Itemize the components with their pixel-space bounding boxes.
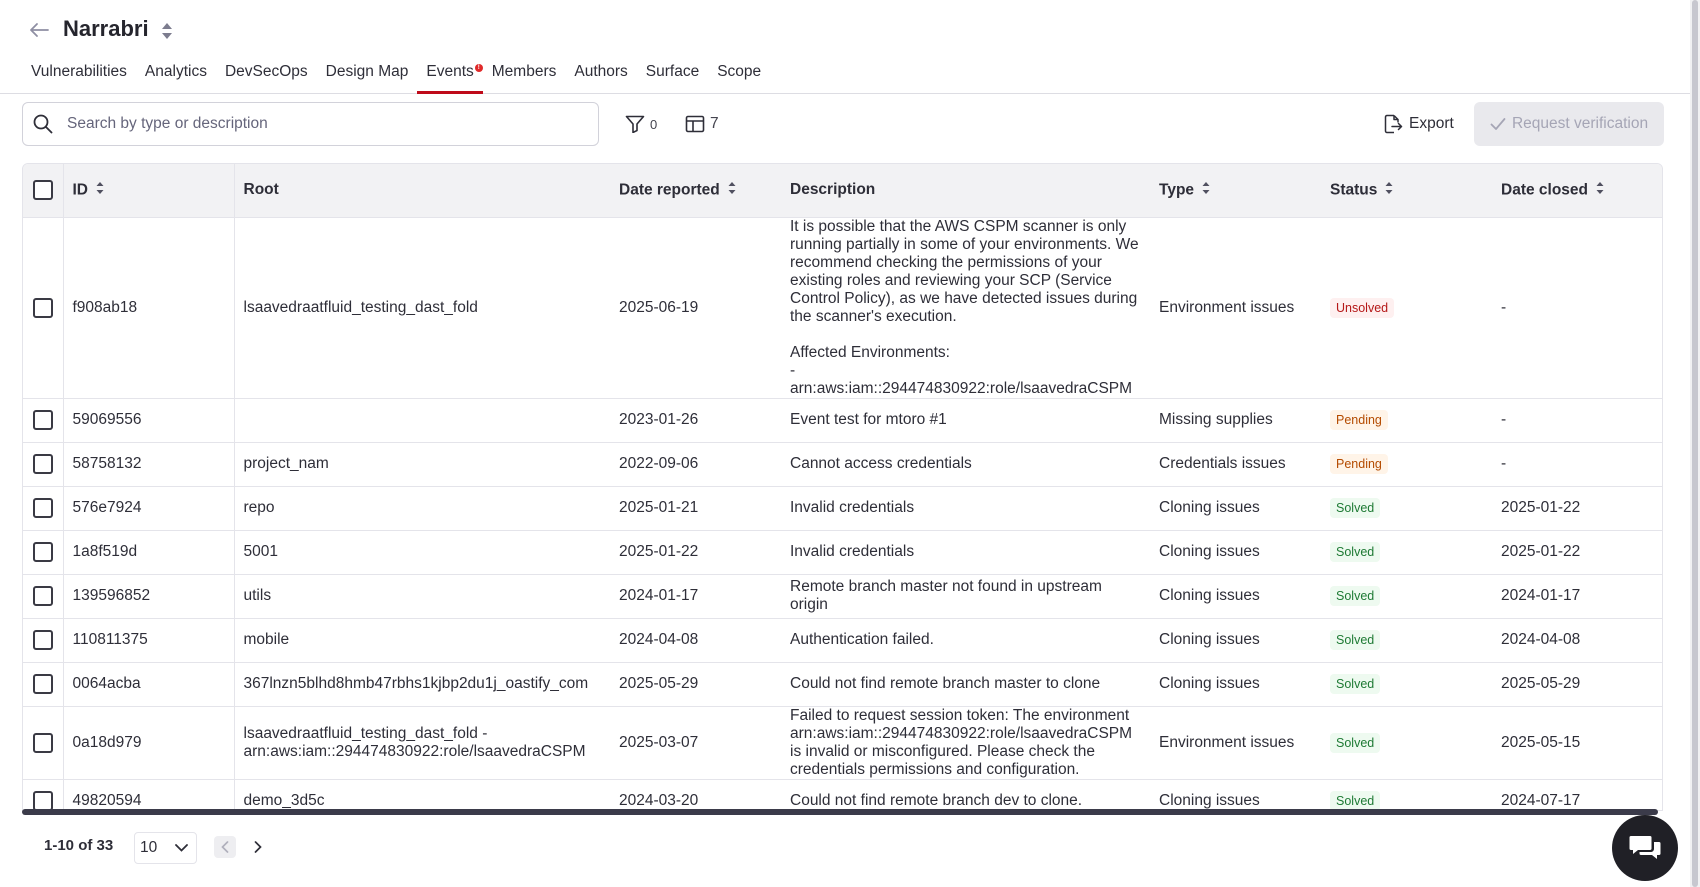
cell-root — [234, 398, 610, 442]
root-text: lsaavedraatfluid_testing_dast_fold — [243, 298, 478, 316]
row-select-cell — [23, 574, 63, 618]
tab-devsecops[interactable]: DevSecOps — [224, 63, 308, 80]
cell-id — [63, 530, 234, 574]
next-page-button[interactable] — [247, 836, 269, 858]
type-text: Credentials issues — [1159, 455, 1286, 472]
row-checkbox[interactable] — [33, 542, 53, 562]
cell-date-reported — [610, 618, 781, 662]
description-text: Failed to request session token: The environment arn:aws:iam::294474830922:role/lsaavedraCSPM is invalid or misconfigured. Please check the credentials permissions and configuration. — [790, 706, 1133, 778]
row-select-cell — [23, 442, 63, 486]
sort-icon[interactable] — [1202, 181, 1210, 200]
type-text: Cloning issues — [1159, 587, 1260, 604]
row-select-cell — [23, 530, 63, 574]
sort-icon[interactable] — [96, 181, 104, 200]
cell-type — [1150, 618, 1321, 662]
row-select-cell — [23, 618, 63, 662]
cell-status — [1321, 486, 1492, 530]
id-text: 0a18d979 — [72, 733, 142, 751]
row-select-cell — [23, 662, 63, 706]
row-checkbox[interactable] — [33, 410, 53, 430]
page-size-select[interactable] — [134, 832, 197, 864]
table-row[interactable] — [23, 662, 1663, 706]
date-closed-text: - — [1501, 411, 1507, 428]
pagination-range: 1-10 of 33 — [44, 837, 114, 854]
tab-vulnerabilities[interactable]: Vulnerabilities — [31, 63, 127, 80]
cell-description — [781, 398, 1150, 442]
cell-date-closed — [1492, 574, 1663, 618]
date-reported-text: 2025-06-19 — [619, 298, 699, 316]
chat-button[interactable] — [1612, 815, 1678, 881]
cell-date-reported — [610, 530, 781, 574]
type-text: Cloning issues — [1159, 675, 1260, 692]
date-closed-text: 2024-07-17 — [1501, 792, 1581, 810]
page-title: Narrabri — [63, 16, 149, 41]
date-reported-text: 2024-03-20 — [619, 792, 699, 810]
type-text: Cloning issues — [1159, 631, 1260, 648]
date-reported-text: 2024-01-17 — [619, 587, 699, 604]
description-text: Event test for mtoro #1 — [790, 411, 947, 428]
search-input[interactable] — [67, 115, 567, 133]
cell-date-closed — [1492, 706, 1663, 779]
cell-id — [63, 217, 234, 398]
id-text: 49820594 — [72, 792, 142, 810]
date-reported-text: 2024-04-08 — [619, 631, 699, 648]
tab-design-map[interactable]: Design Map — [325, 63, 409, 80]
cell-date-closed — [1492, 442, 1663, 486]
cell-status — [1321, 217, 1492, 398]
date-reported-text: 2025-01-21 — [619, 499, 699, 516]
status-badge: Solved — [1330, 791, 1380, 811]
description-text: It is possible that the AWS CSPM scanner is only running partially in some of your environments. We recommend checking the permissions of your existing roles and reviewing your SCP (Service Control Policy), as we have detected issues during the scanner's execution. Affected Environments: - arn:aws:iam::294474830922:role/lsaavedraCSPM — [790, 217, 1139, 397]
chevron-up-down-icon — [161, 22, 173, 40]
cell-description — [781, 779, 1150, 811]
description-text: Cannot access credentials — [790, 455, 972, 472]
vertical-scrollbar[interactable] — [1690, 0, 1700, 887]
description-text: Invalid credentials — [790, 499, 915, 516]
cell-type — [1150, 442, 1321, 486]
cell-description — [781, 662, 1150, 706]
root-text: project_nam — [243, 455, 329, 472]
status-badge: Solved — [1330, 498, 1380, 518]
id-text: 1a8f519d — [72, 543, 138, 560]
cell-id — [63, 706, 234, 779]
cell-date-reported — [610, 574, 781, 618]
cell-type — [1150, 530, 1321, 574]
status-badge: Pending — [1330, 454, 1388, 474]
cell-status — [1321, 574, 1492, 618]
description-text: Invalid credentials — [790, 543, 915, 560]
description-text: Authentication failed. — [790, 631, 934, 648]
filters-button[interactable] — [625, 112, 657, 136]
date-closed-text: 2024-01-17 — [1501, 587, 1581, 604]
cell-root — [234, 662, 610, 706]
cell-date-reported — [610, 662, 781, 706]
columns-icon — [685, 115, 705, 133]
row-select-cell — [23, 706, 63, 779]
previous-page-button[interactable] — [214, 836, 236, 858]
table-row[interactable] — [23, 486, 1663, 530]
cell-root — [234, 530, 610, 574]
status-badge: Solved — [1330, 733, 1380, 753]
cell-id — [63, 398, 234, 442]
table-header-row — [23, 164, 1663, 217]
cell-description — [781, 706, 1150, 779]
cell-id — [63, 779, 234, 811]
date-closed-text: 2025-05-29 — [1501, 675, 1581, 692]
events-table — [22, 163, 1663, 811]
cell-id — [63, 618, 234, 662]
cell-date-reported — [610, 398, 781, 442]
cell-id — [63, 486, 234, 530]
root-text: lsaavedraatfluid_testing_dast_fold - arn:aws:iam::294474830922:role/lsaavedraCSPM — [243, 724, 586, 760]
cell-status — [1321, 618, 1492, 662]
cell-date-closed — [1492, 398, 1663, 442]
cell-root — [234, 442, 610, 486]
cell-status — [1321, 662, 1492, 706]
tab-authors[interactable]: Authors — [574, 63, 628, 80]
description-text: Could not find remote branch master to clone — [790, 675, 1101, 692]
page-size-value: 10 — [140, 839, 158, 856]
export-button[interactable] — [1383, 112, 1454, 136]
row-checkbox[interactable] — [33, 298, 53, 318]
date-closed-text: 2025-05-15 — [1501, 733, 1581, 751]
select-all-cell — [23, 164, 63, 217]
root-text: repo — [243, 499, 275, 516]
cell-type — [1150, 574, 1321, 618]
cell-date-closed — [1492, 217, 1663, 398]
type-text: Cloning issues — [1159, 543, 1260, 560]
type-text: Environment issues — [1159, 733, 1295, 751]
cell-type — [1150, 398, 1321, 442]
date-closed-text: 2025-01-22 — [1501, 499, 1581, 516]
status-badge: Solved — [1330, 542, 1380, 562]
search-icon — [33, 114, 53, 134]
sort-icon[interactable] — [1596, 181, 1604, 200]
row-checkbox[interactable] — [33, 454, 53, 474]
table-row[interactable] — [23, 779, 1663, 811]
table-row[interactable] — [23, 574, 1663, 618]
check-icon — [1490, 117, 1506, 131]
request-verification-label: Request verification — [1511, 115, 1649, 132]
date-closed-text: 2024-04-08 — [1501, 631, 1581, 648]
date-reported-text: 2025-05-29 — [619, 675, 699, 692]
cell-date-closed — [1492, 779, 1663, 811]
cell-id — [63, 574, 234, 618]
cell-date-closed — [1492, 662, 1663, 706]
cell-id — [63, 442, 234, 486]
search-box — [22, 102, 599, 146]
root-text: 367lnzn5blhd8hmb47rbhs1kjbp2du1j_oastify_com — [243, 675, 589, 692]
cell-status — [1321, 779, 1492, 811]
table-row[interactable] — [23, 706, 1663, 779]
root-text: 5001 — [243, 543, 278, 560]
tab-analytics[interactable]: Analytics — [144, 63, 207, 80]
id-text: 0064acba — [72, 675, 141, 692]
chevron-left-icon — [221, 841, 229, 853]
id-text: 58758132 — [72, 455, 142, 472]
id-text: 59069556 — [72, 411, 142, 428]
cell-root — [234, 779, 610, 811]
select-all-checkbox[interactable] — [33, 180, 53, 200]
chevron-right-icon — [254, 841, 262, 853]
root-text: utils — [243, 587, 272, 604]
description-text: Remote branch master not found in upstream origin — [790, 578, 1102, 613]
status-badge: Pending — [1330, 410, 1388, 430]
id-text: 139596852 — [72, 587, 151, 604]
row-checkbox[interactable] — [33, 498, 53, 518]
id-text: 576e7924 — [72, 499, 142, 516]
type-text: Cloning issues — [1159, 499, 1260, 516]
cell-status — [1321, 706, 1492, 779]
cell-type — [1150, 706, 1321, 779]
page-header — [0, 0, 1690, 94]
filter-count: 0 — [650, 116, 658, 132]
description-text: Could not find remote branch dev to clone. — [790, 792, 1083, 810]
cell-date-reported — [610, 486, 781, 530]
date-reported-text: 2025-03-07 — [619, 733, 699, 751]
cell-root — [234, 217, 610, 398]
row-checkbox[interactable] — [33, 733, 53, 753]
cell-id — [63, 662, 234, 706]
chevron-down-icon — [175, 844, 188, 852]
cell-root — [234, 574, 610, 618]
tab-bar — [22, 58, 770, 94]
root-text: demo_3d5c — [243, 792, 325, 810]
cell-type — [1150, 779, 1321, 811]
id-text: f908ab18 — [72, 298, 138, 316]
type-text: Missing supplies — [1159, 411, 1273, 428]
status-badge: Unsolved — [1330, 298, 1394, 318]
cell-description — [781, 574, 1150, 618]
cell-root — [234, 706, 610, 779]
tab-members[interactable]: Members — [491, 63, 557, 80]
export-label: Export — [1409, 115, 1454, 132]
cell-description — [781, 217, 1150, 398]
sort-icon[interactable] — [1385, 181, 1393, 200]
scrollbar-thumb[interactable] — [1692, 0, 1698, 887]
cell-date-reported — [610, 217, 781, 398]
cell-status — [1321, 530, 1492, 574]
cell-date-closed — [1492, 486, 1663, 530]
row-checkbox[interactable] — [33, 674, 53, 694]
status-badge: Solved — [1330, 586, 1380, 606]
filter-icon — [625, 115, 645, 133]
date-reported-text: 2023-01-26 — [619, 411, 699, 428]
cell-date-closed — [1492, 618, 1663, 662]
cell-status — [1321, 442, 1492, 486]
tab-surface[interactable]: Surface — [645, 63, 700, 80]
cell-status — [1321, 398, 1492, 442]
cell-root — [234, 618, 610, 662]
cell-date-reported — [610, 706, 781, 779]
row-select-cell — [23, 217, 63, 398]
date-closed-text: - — [1501, 298, 1507, 316]
date-closed-text: - — [1501, 455, 1507, 472]
type-text: Cloning issues — [1159, 792, 1260, 810]
root-text: mobile — [243, 631, 290, 648]
row-checkbox[interactable] — [33, 630, 53, 650]
column-header-id[interactable]: ID — [63, 164, 234, 217]
id-text: 110811375 — [72, 631, 148, 648]
column-header-type[interactable]: Type — [1150, 164, 1321, 217]
notification-badge: ! — [475, 64, 483, 72]
tab-scope[interactable]: Scope — [717, 63, 762, 80]
date-reported-text: 2022-09-06 — [619, 455, 699, 472]
column-header-date-reported[interactable]: Date reported — [610, 164, 781, 217]
sort-icon[interactable] — [728, 181, 736, 200]
status-badge: Solved — [1330, 674, 1380, 694]
table-row[interactable] — [23, 217, 1663, 398]
table-row[interactable] — [23, 530, 1663, 574]
column-header-status[interactable]: Status — [1321, 164, 1492, 217]
horizontal-scrollbar[interactable] — [22, 809, 1658, 815]
status-badge: Solved — [1330, 630, 1380, 650]
row-select-cell — [23, 398, 63, 442]
columns-count: 7 — [710, 115, 719, 132]
row-checkbox[interactable] — [33, 586, 53, 606]
cell-root — [234, 486, 610, 530]
cell-description — [781, 442, 1150, 486]
type-text: Environment issues — [1159, 298, 1295, 316]
request-verification-button[interactable] — [1474, 102, 1664, 146]
column-header-description: Description — [790, 181, 876, 199]
row-select-cell — [23, 486, 63, 530]
cell-description — [781, 618, 1150, 662]
row-select-cell — [23, 779, 63, 811]
cell-description — [781, 486, 1150, 530]
tab-events[interactable]: Events ! — [417, 58, 482, 94]
column-header-date-closed[interactable]: Date closed — [1492, 164, 1663, 217]
chat-icon — [1628, 833, 1662, 863]
cell-description — [781, 530, 1150, 574]
table-row[interactable] — [23, 442, 1663, 486]
table-row[interactable] — [23, 618, 1663, 662]
columns-button[interactable] — [685, 112, 719, 136]
group-switcher[interactable] — [158, 20, 176, 42]
cell-date-reported — [610, 779, 781, 811]
column-header-root: Root — [234, 164, 610, 217]
cell-type — [1150, 662, 1321, 706]
cell-type — [1150, 217, 1321, 398]
back-button[interactable] — [27, 18, 51, 42]
arrow-left-icon — [29, 22, 49, 38]
cell-type — [1150, 486, 1321, 530]
cell-date-reported — [610, 442, 781, 486]
file-export-icon — [1383, 114, 1403, 134]
table-row[interactable] — [23, 398, 1663, 442]
date-closed-text: 2025-01-22 — [1501, 543, 1581, 560]
cell-date-closed — [1492, 530, 1663, 574]
date-reported-text: 2025-01-22 — [619, 543, 699, 560]
